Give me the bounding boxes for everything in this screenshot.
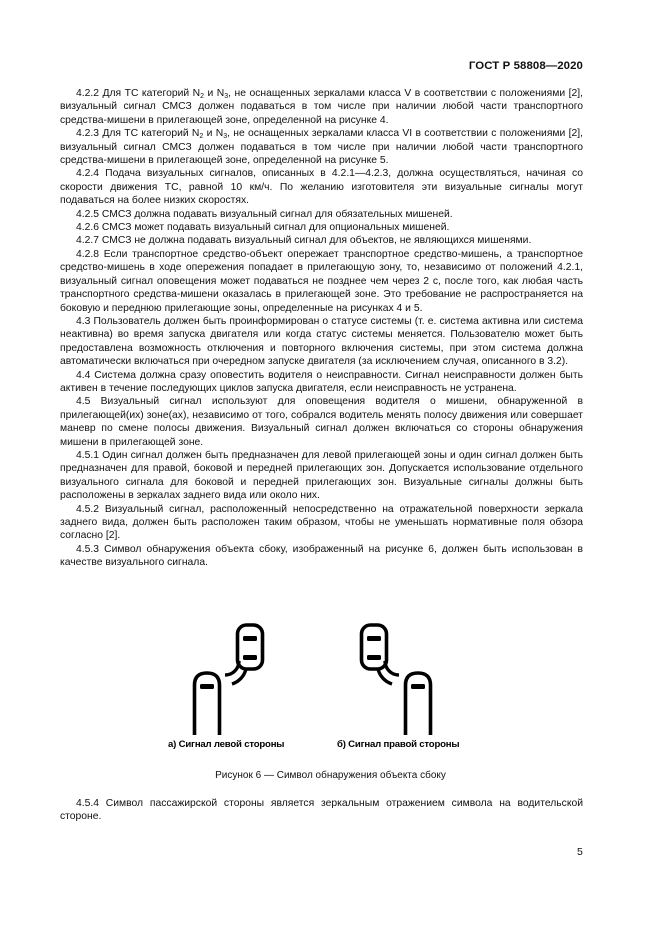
signal-waves-icon <box>225 661 246 684</box>
left-side-symbol <box>195 625 263 735</box>
paragraph-4-2-8: 4.2.8 Если транспортное средство-объект опережает транспортное средство-мишень, а транспортное средство-мишень в ходе опережения попадает в прилегающую зону, то, независимо от положений 4.2.1, визуальный сигнал оповещения может подаваться не позднее чем через 2 с, после того, как любая часть транспортного средства-мишени оказалась в прилегающей зоне. Это требование не распространяется на боковую и переднюю прилегающие зоны, определенные на рисунках 4 и 5. <box>60 248 583 314</box>
body-text-after-figure <box>60 797 583 824</box>
paragraph-4-4: 4.4 Система должна сразу оповестить водителя о неисправности. Сигнал неисправности должен быть активен в течение последующих циклов запуска двигателя, если неисправность не устранена. <box>60 369 583 394</box>
page-number: 5 <box>577 846 583 858</box>
paragraph-4-2-6: 4.2.6 СМСЗ может подавать визуальный сигнал для опциональных мишеней. <box>76 222 450 234</box>
target-vehicle-icon <box>238 625 263 669</box>
paragraph-4-2-7: 4.2.7 СМСЗ не должна подавать визуальный сигнал для объектов, не являющихся мишенями. <box>76 235 532 247</box>
caption-right-side: б) Сигнал правой стороны <box>337 739 460 750</box>
paragraph-4-5-2: 4.5.2 Визуальный сигнал, расположенный непосредственно на отражательной поверхности зеркала заднего вида, должен быть расположен таким образом, чтобы не уменьшать нормативные поля обзора согласно [2]. <box>60 503 583 542</box>
paragraph-4-5-1: 4.5.1 Один сигнал должен быть предназначен для левой прилегающей зоны и один сигнал должен быть предназначен для правой, боковой и передней прилегающих зон. Допускается использование отдельного визуального сигнала для боковой и передней прилегающих зон. Визуальные сигналы должны быть расположены в зеркалах заднего вида или около них. <box>60 449 583 502</box>
paragraph-4-3: 4.3 Пользователь должен быть проинформирован о статусе системы (т. е. система активна или система неактивна) во время запуска двигателя или когда статус системы меняется. Пользователю может быть предоставлена возможность отключения и повторного включения системы, при этом система должна автоматически включаться при очередном запуске двигателя (за исключением случая, описанного в 3.2). <box>60 315 583 368</box>
figure-title: Рисунок 6 — Символ обнаружения объекта сбоку <box>215 770 446 781</box>
target-vehicle-icon <box>362 625 387 669</box>
figure-6 <box>0 605 661 781</box>
paragraph-4-5-4: 4.5.4 Символ пассажирской стороны является зеркальным отражением символа на водительской стороне. <box>60 798 583 823</box>
paragraph-4-2-3: 4.2.3 Для ТС категорий $N_2$ и $N_3$, не оснащенных зеркалами класса VI в соответствии с положениями [2], визуальный сигнал СМСЗ должен подаваться в том числе при наличии любой части транспортного средства-мишени в прилегающей зоне, определенной на рисунке 5. <box>60 128 583 167</box>
paragraph-4-5-3: 4.5.3 Символ обнаружения объекта сбоку, изображенный на рисунке 6, должен быть использован в качестве визуального сигнала. <box>60 543 583 569</box>
signal-waves-icon <box>378 661 399 684</box>
standard-id: ГОСТ Р 58808—2020 <box>468 60 583 72</box>
paragraph-4-5: 4.5 Визуальный сигнал используют для оповещения водителя о мишени, обнаруженной в прилегающей(их) зоне(ах), независимо от того, собрался водитель менять полосу движения или совершает маневр по смене полосы движения. Визуальный сигнал должен включаться со стороны обнаружения мишени в прилегающей зоне. <box>60 396 583 448</box>
paragraph-4-2-2: 4.2.2 Для ТС категорий $N_2$ и $N_3$, не оснащенных зеркалами класса V в соответствии с положениями [2], визуальный сигнал СМСЗ должен подаваться в том числе при наличии любой части транспортного средства-мишени в прилегающей зоне, определенной на рисунке 4. <box>60 88 583 126</box>
paragraph-4-2-4: 4.2.4 Подача визуальных сигналов, описанных в 4.2.1—4.2.3, должна осуществляться, начиная со скорости движения ТС, равной 10 км/ч. По желанию изготовителя эти визуальные сигналы могут подаваться на более низких скоростях. <box>60 168 583 207</box>
right-side-symbol <box>362 625 431 735</box>
caption-left-side: а) Сигнал левой стороны <box>168 739 285 750</box>
ego-vehicle-icon <box>195 673 220 735</box>
paragraph-4-2-5: 4.2.5 СМСЗ должна подавать визуальный сигнал для обязательных мишеней. <box>76 208 453 220</box>
body-text <box>60 87 583 570</box>
ego-vehicle-icon <box>406 673 431 735</box>
side-detection-symbols <box>0 605 661 735</box>
